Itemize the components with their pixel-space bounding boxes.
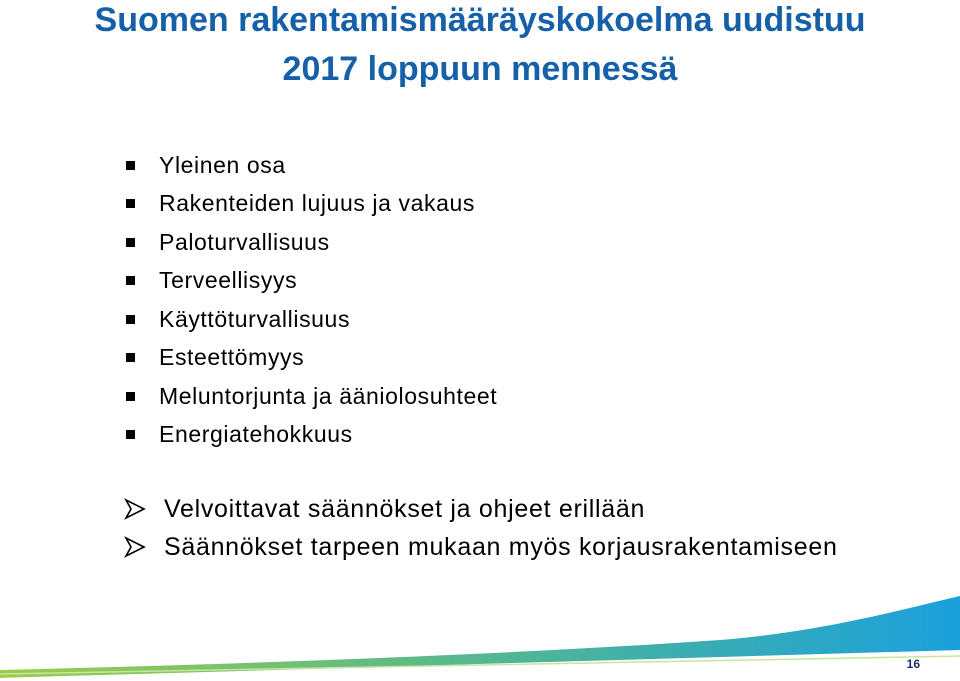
list-item-text: Käyttöturvallisuus xyxy=(159,305,351,332)
list-item xyxy=(126,339,497,378)
list-item-text: Terveellisyys xyxy=(159,267,298,294)
list-item xyxy=(126,300,497,339)
square-bullet-icon xyxy=(126,353,135,362)
list-item-text: Paloturvallisuus xyxy=(159,228,330,255)
list-item-text: Rakenteiden lujuus ja vakaus xyxy=(159,190,475,217)
list-item xyxy=(126,377,497,416)
slide-title-line2: 2017 loppuun mennessä xyxy=(282,50,678,88)
list-item-text: Yleinen osa xyxy=(159,151,286,178)
arrow-list-item-text: Säännökset tarpeen mukaan myös korjausrakentamiseen xyxy=(164,532,838,561)
arrow-list-item xyxy=(124,490,838,528)
list-item xyxy=(126,416,497,455)
list-item xyxy=(126,146,497,185)
square-bullet-icon xyxy=(126,430,135,439)
arrow-list-item-text: Velvoittavat säännökset ja ohjeet erillään xyxy=(164,494,646,523)
list-item xyxy=(126,185,497,224)
arrowhead-bullet-icon xyxy=(124,498,146,520)
list-item-text: Meluntorjunta ja ääniolosuhteet xyxy=(159,382,498,409)
square-bullet-icon xyxy=(126,315,135,324)
list-item xyxy=(126,223,497,262)
page-number: 16 xyxy=(906,657,920,671)
arrowhead-bullet-icon xyxy=(124,536,146,558)
arrow-list-item xyxy=(124,528,838,566)
key-points-list xyxy=(124,490,838,566)
square-bullet-icon xyxy=(126,276,135,285)
slide-title-line1: Suomen rakentamismääräyskokoelma uudistuu xyxy=(94,1,866,39)
square-bullet-icon xyxy=(126,161,135,170)
footer-wave-decoration xyxy=(0,590,960,681)
list-item-text: Esteettömyys xyxy=(159,344,305,371)
square-bullet-icon xyxy=(126,238,135,247)
square-bullet-icon xyxy=(126,392,135,401)
list-item xyxy=(126,262,497,301)
square-bullet-icon xyxy=(126,199,135,208)
list-item-text: Energiatehokkuus xyxy=(159,421,353,448)
topic-list xyxy=(126,146,497,454)
